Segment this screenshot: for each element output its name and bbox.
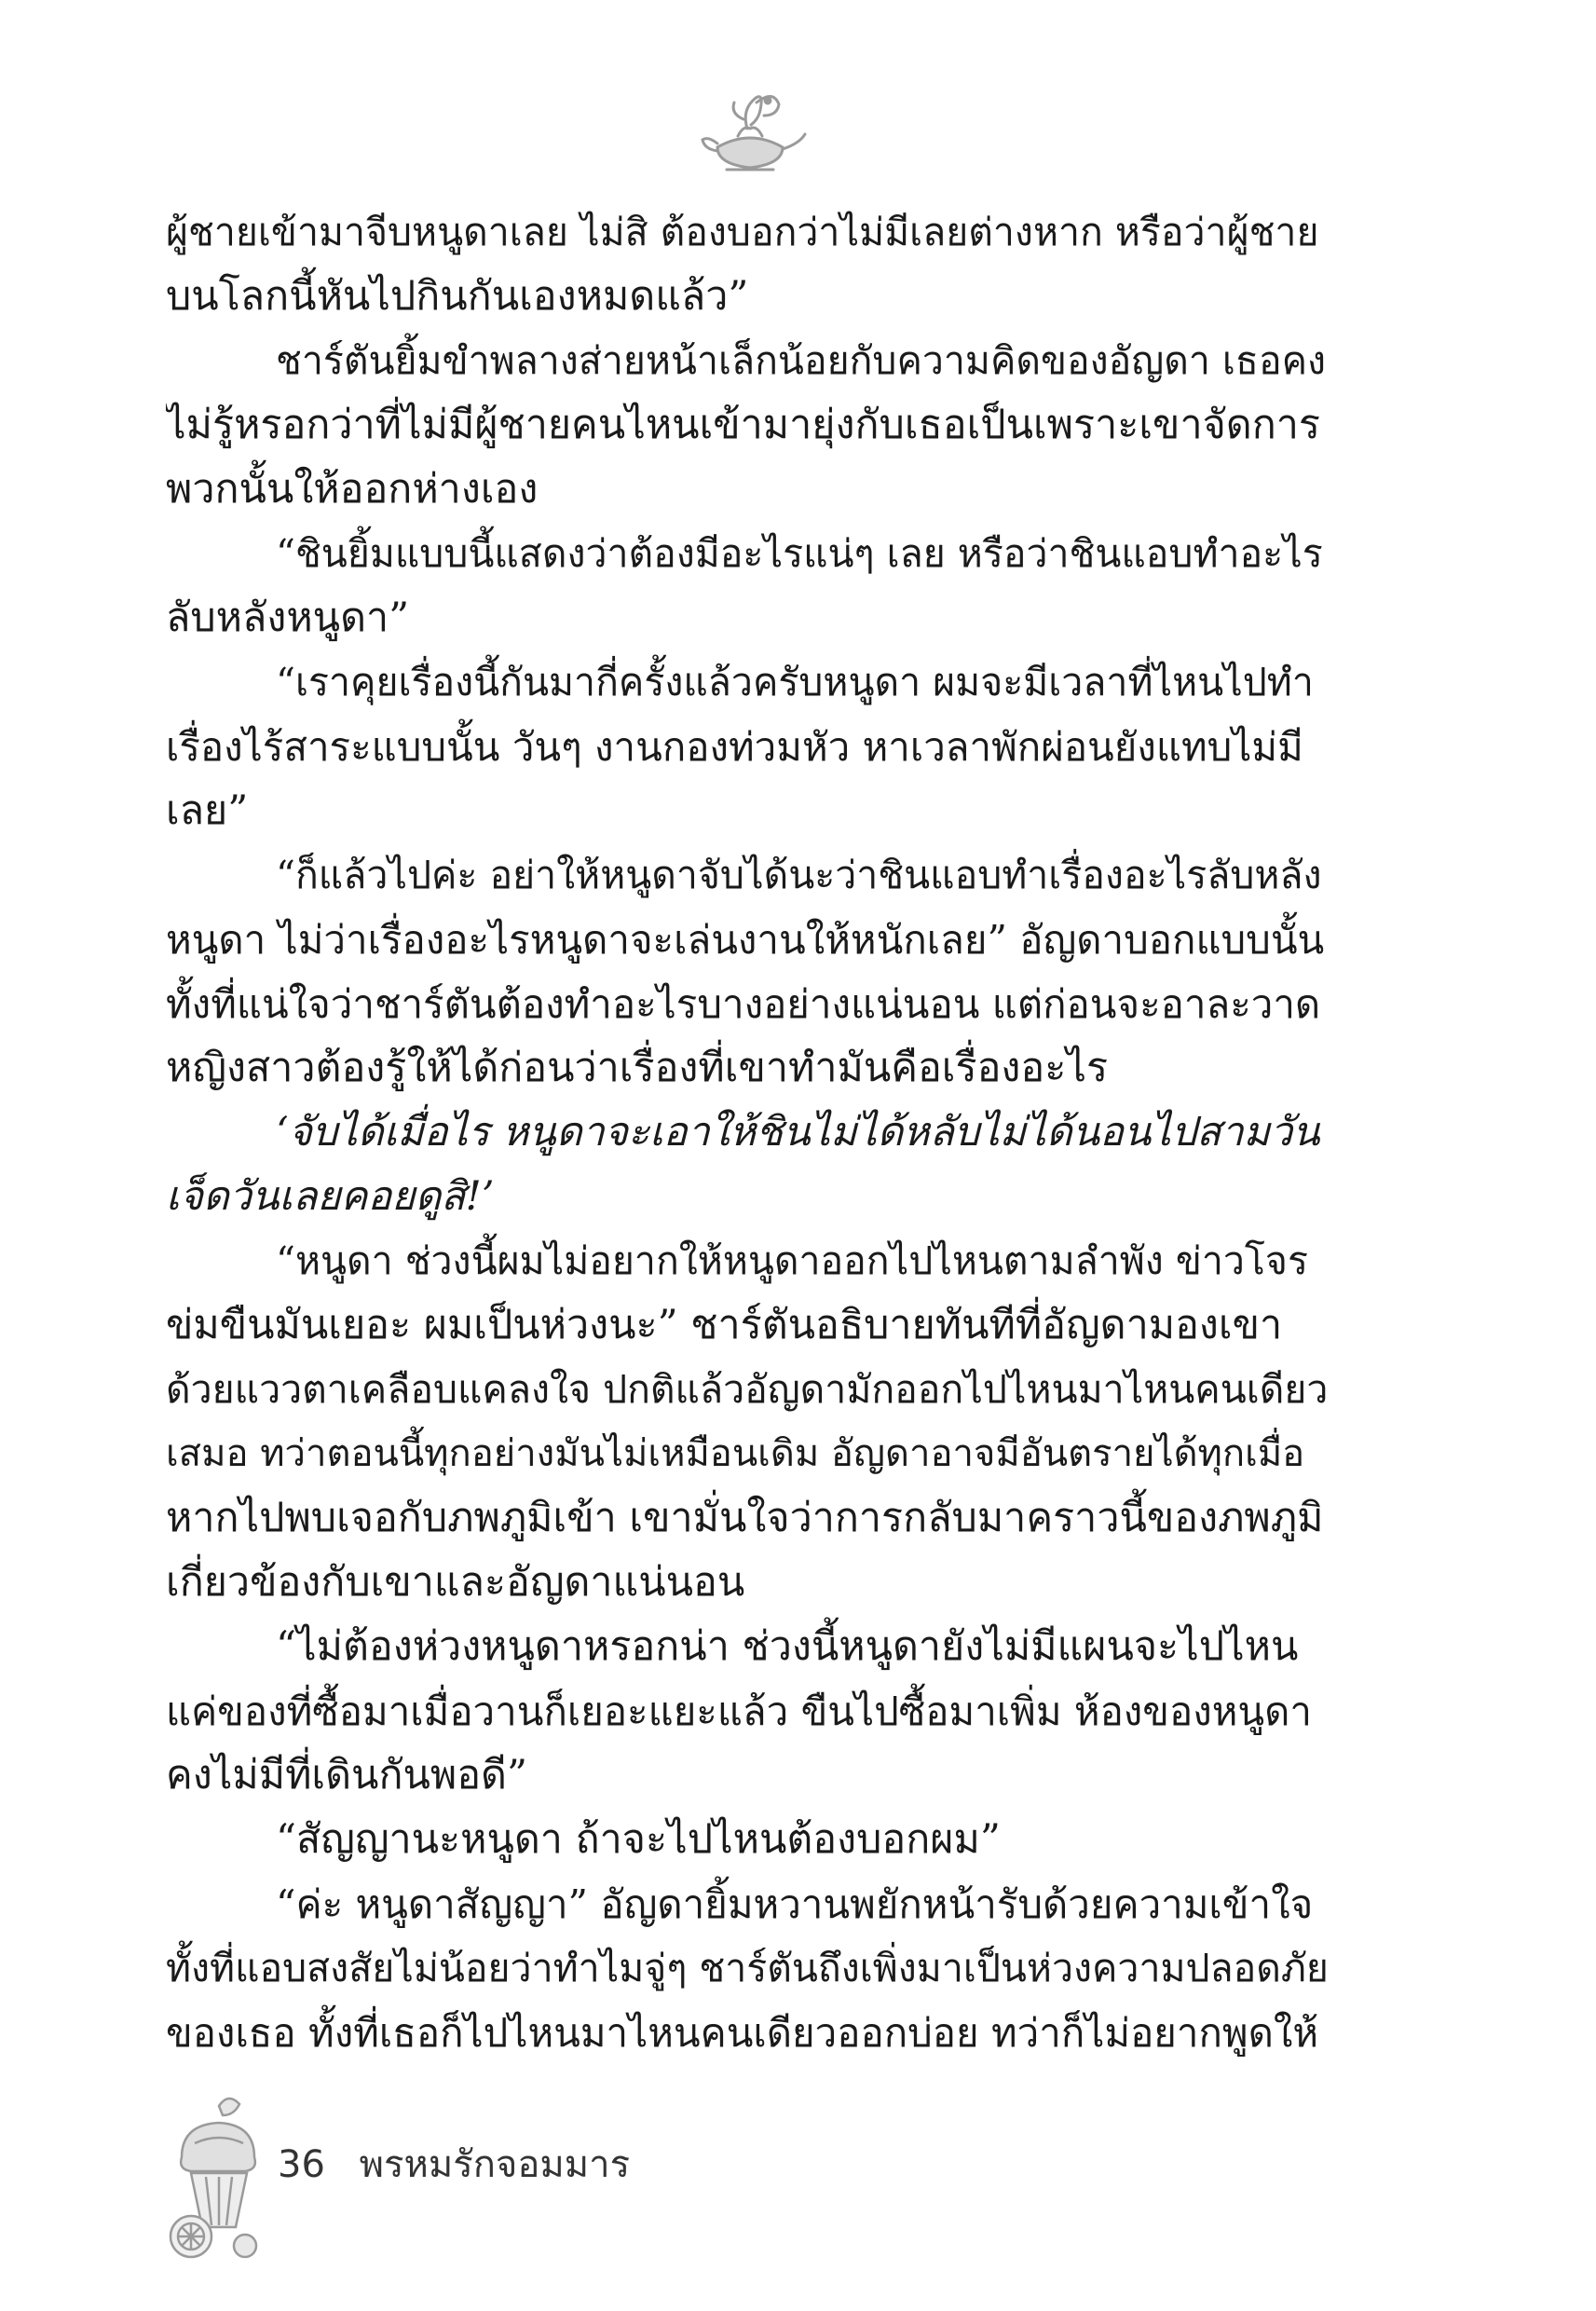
page-number: 36 <box>278 2143 325 2186</box>
text-line: “หนูดา ช่วงนี้ผมไม่อยากให้หนูดาออกไปไหนตามลำพัง ข่าวโจร <box>276 1238 1308 1283</box>
text-line: พวกนั้นให้ออกห่างเอง <box>166 466 539 513</box>
text-line: ทั้งที่แน่ใจว่าชาร์ตันต้องทำอะไรบางอย่างแน่นอน แต่ก่อนจะอาละวาด <box>166 981 1321 1027</box>
teapot-ornament-icon <box>689 82 811 175</box>
page-footer <box>278 2134 630 2194</box>
text-line: ทั้งที่แอบสงสัยไม่น้อยว่าทำไมจู่ๆ ชาร์ตันถึงเพิ่งมาเป็นห่วงความปลอดภัย <box>166 1946 1329 1990</box>
text-line: “ไม่ต้องห่วงหนูดาหรอกน่า ช่วงนี้หนูดายังไม่มีแผนจะไปไหน <box>276 1623 1299 1670</box>
text-line: หนูดา ไม่ว่าเรื่องอะไรหนูดาจะเล่นงานให้หนักเลย” อัญดาบอกแบบนั้น <box>166 917 1325 963</box>
text-line: คงไม่มีที่เดินกันพอดี” <box>166 1752 527 1798</box>
text-line: เสมอ ทว่าตอนนี้ทุกอย่างมันไม่เหมือนเดิม อัญดาอาจมีอันตรายได้ทุกเมื่อ <box>166 1432 1305 1475</box>
text-line: เกี่ยวข้องกับเขาและอัญดาแน่นอน <box>166 1559 745 1606</box>
text-line: เลย” <box>166 787 249 834</box>
text-line: “สัญญานะหนูดา ถ้าจะไปไหนต้องบอกผม” <box>276 1816 1001 1863</box>
body-text <box>166 200 1329 2065</box>
text-line: “ก็แล้วไปค่ะ อย่าให้หนูดาจับได้นะว่าชินแอบทำเรื่องอะไรลับหลัง <box>276 853 1322 897</box>
text-line: หากไปพบเจอกับภพภูมิเข้า เขามั่นใจว่าการกลับมาคราวนี้ของภพภูมิ <box>166 1495 1324 1541</box>
book-title: พรหมรักจอมมาร <box>359 2143 631 2186</box>
text-line: “เราคุยเรื่องนี้กันมากี่ครั้งแล้วครับหนูดา ผมจะมีเวลาที่ไหนไปทำ <box>276 660 1314 704</box>
text-line: เรื่องไร้สาระแบบนั้น วันๆ งานกองท่วมหัว หาเวลาพักผ่อนยังแทบไม่มี <box>166 724 1303 770</box>
text-line: ไม่รู้หรอกว่าที่ไม่มีผู้ชายคนไหนเข้ามายุ่งกับเธอเป็นเพราะเขาจัดการ <box>166 402 1320 448</box>
text-line: “ชินยิ้มแบบนี้แสดงว่าต้องมีอะไรแน่ๆ เลย หรือว่าชินแอบทำอะไร <box>276 531 1323 576</box>
text-line: หญิงสาวต้องรู้ให้ได้ก่อนว่าเรื่องที่เขาทำมันคือเรื่องอะไร <box>166 1045 1109 1091</box>
text-line: ชาร์ตันยิ้มขำพลางส่ายหน้าเล็กน้อยกับความคิดของอัญดา เธอคง <box>276 338 1327 383</box>
text-line: บนโลกนี้หันไปกินกันเองหมดแล้ว” <box>166 273 749 320</box>
text-line: ลับหลังหนูดา” <box>166 595 410 641</box>
text-line: เจ็ดวันเลยคอยดูสิ!’ <box>166 1173 495 1220</box>
text-line: ‘จับได้เมื่อไร หนูดาจะเอาให้ชินไม่ได้หลับไม่ได้นอนไปสามวัน <box>276 1109 1320 1156</box>
text-line: ข่มขืนมันเยอะ ผมเป็นห่วงนะ” ชาร์ตันอธิบายทันทีที่อัญดามองเขา <box>166 1302 1283 1348</box>
text-line: ผู้ชายเข้ามาจีบหนูดาเลย ไม่สิ ต้องบอกว่าไม่มีเลยต่างหาก หรือว่าผู้ชาย <box>166 210 1319 254</box>
text-line: ด้วยแววตาเคลือบแคลงใจ ปกติแล้วอัญดามักออกไปไหนมาไหนคนเดียว <box>166 1367 1329 1412</box>
text-line: แค่ของที่ซื้อมาเมื่อวานก็เยอะแยะแล้ว ขืนไปซื้อมาเพิ่ม ห้องของหนูดา <box>166 1689 1312 1734</box>
text-line: “ค่ะ หนูดาสัญญา” อัญดายิ้มหวานพยักหน้ารับด้วยความเข้าใจ <box>276 1881 1314 1927</box>
text-line: ของเธอ ทั้งที่เธอก็ไปไหนมาไหนคนเดียวออกบ่อย ทว่าก็ไม่อยากพูดให้ <box>166 2010 1319 2056</box>
cupcake-ornament-icon <box>154 2087 280 2264</box>
